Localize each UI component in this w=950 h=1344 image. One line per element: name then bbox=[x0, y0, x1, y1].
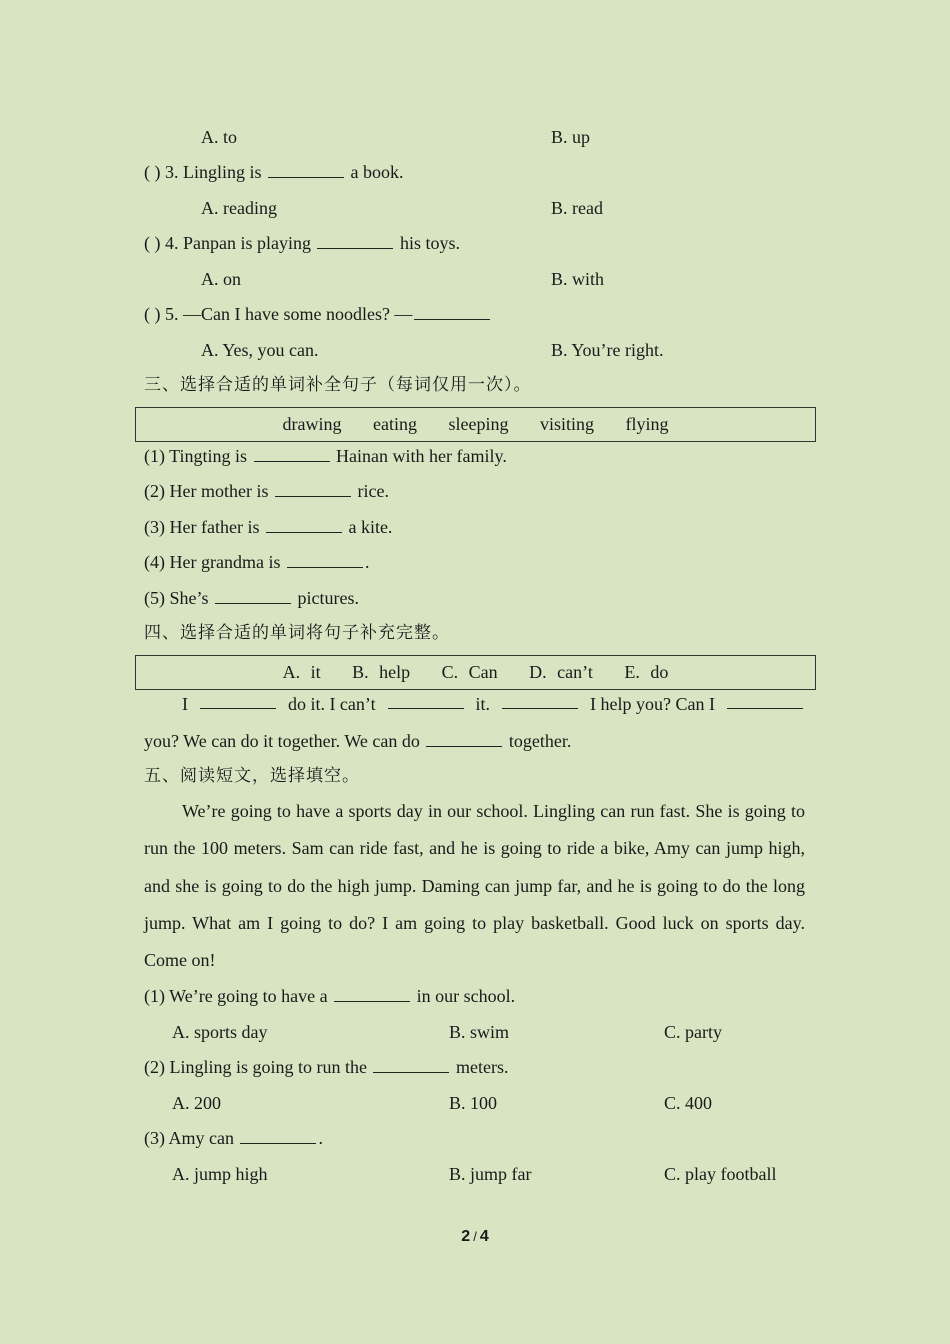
s3-item-4 bbox=[144, 550, 369, 574]
s3-item-3-blank bbox=[266, 516, 342, 533]
q2-option-b: B. up bbox=[551, 127, 591, 147]
section-3-word-box: drawing eating sleeping visiting flying bbox=[135, 407, 816, 442]
s5-q2-suffix: meters. bbox=[455, 1057, 509, 1077]
s4-text-5: you? We can do it together. We can do bbox=[144, 731, 420, 751]
s4-text-2: do it. I can’t bbox=[287, 694, 376, 714]
q3-option-b: B. read bbox=[551, 198, 603, 218]
s5-q2-option-c: C. 400 bbox=[664, 1093, 713, 1113]
s5-question-2 bbox=[144, 1055, 508, 1079]
section-3-title: 三、选择合适的单词补全句子（每词仅用一次）。 bbox=[144, 375, 532, 395]
s3-item-2-prefix: (2) Her mother is bbox=[144, 481, 269, 501]
s3-item-3-prefix: (3) Her father is bbox=[144, 517, 260, 537]
q3-option-a: A. reading bbox=[201, 198, 277, 218]
s3-item-4-prefix: (4) Her grandma is bbox=[144, 552, 281, 572]
s3-item-1-suffix: Hainan with her family. bbox=[336, 446, 507, 466]
s4-blank-4 bbox=[727, 692, 803, 709]
s4-line-2 bbox=[144, 729, 571, 753]
q4-suffix: his toys. bbox=[399, 233, 460, 253]
s5-question-1 bbox=[144, 984, 515, 1008]
s5-q1-option-a: A. sports day bbox=[172, 1022, 268, 1042]
question-3 bbox=[144, 160, 404, 184]
q2-option-a: A. to bbox=[201, 127, 237, 147]
s5-q3-option-b: B. jump far bbox=[449, 1164, 532, 1184]
s3-item-3 bbox=[144, 515, 392, 539]
s3-item-2-suffix: rice. bbox=[357, 481, 389, 501]
s3-item-5-suffix: pictures. bbox=[297, 588, 359, 608]
s5-q1-blank bbox=[334, 985, 410, 1002]
s5-q2-blank bbox=[373, 1056, 449, 1073]
s4-text-3: it. bbox=[475, 694, 491, 714]
section-5-title: 五、阅读短文，选择填空。 bbox=[144, 766, 360, 786]
s3-item-3-suffix: a kite. bbox=[348, 517, 393, 537]
q3-prefix: ( ) 3. Lingling is bbox=[144, 162, 262, 182]
page-separator: / bbox=[473, 1229, 477, 1244]
s5-q2-option-b: B. 100 bbox=[449, 1093, 498, 1113]
question-5 bbox=[144, 302, 492, 326]
q4-option-b: B. with bbox=[551, 269, 605, 289]
s5-q3-prefix: (3) Amy can bbox=[144, 1128, 234, 1148]
q5-prefix: ( ) 5. —Can I have some noodles? — bbox=[144, 304, 413, 324]
s3-item-2-blank bbox=[275, 480, 351, 497]
s3-item-5 bbox=[144, 586, 359, 610]
s4-text-4: I help you? Can I bbox=[589, 694, 715, 714]
s4-text-1: I bbox=[182, 694, 188, 714]
s4-blank-3 bbox=[502, 692, 578, 709]
q4-option-a: A. on bbox=[201, 269, 241, 289]
question-4 bbox=[144, 231, 460, 255]
s5-question-3 bbox=[144, 1126, 323, 1150]
q5-blank bbox=[414, 303, 490, 320]
s3-item-4-suffix: . bbox=[364, 552, 370, 572]
s4-blank-2 bbox=[388, 692, 464, 709]
section-4-word-box: A. it B. help C. Can D. can’t E. do bbox=[135, 655, 816, 690]
s3-item-1 bbox=[144, 444, 507, 468]
s5-q1-prefix: (1) We’re going to have a bbox=[144, 986, 328, 1006]
s5-q1-option-c: C. party bbox=[664, 1022, 722, 1042]
section-4-title: 四、选择合适的单词将句子补充完整。 bbox=[144, 623, 450, 643]
s5-q3-option-c: C. play football bbox=[664, 1164, 777, 1184]
s5-q2-option-a: A. 200 bbox=[172, 1093, 221, 1113]
s5-q2-prefix: (2) Lingling is going to run the bbox=[144, 1057, 367, 1077]
s5-q3-blank bbox=[240, 1127, 316, 1144]
s3-item-5-blank bbox=[215, 587, 291, 604]
s3-item-5-prefix: (5) She’s bbox=[144, 588, 209, 608]
s5-q1-suffix: in our school. bbox=[416, 986, 516, 1006]
s5-q3-suffix: . bbox=[318, 1128, 323, 1148]
s5-q1-option-b: B. swim bbox=[449, 1022, 510, 1042]
s3-item-4-blank bbox=[287, 551, 363, 568]
s4-line-1 bbox=[182, 692, 805, 716]
page-number bbox=[0, 1228, 950, 1246]
q3-suffix: a book. bbox=[350, 162, 404, 182]
q5-option-b: B. You’re right. bbox=[551, 340, 664, 360]
s5-q3-option-a: A. jump high bbox=[172, 1164, 268, 1184]
page-total: 4 bbox=[479, 1228, 489, 1245]
s4-text-6: together. bbox=[508, 731, 572, 751]
q4-blank bbox=[317, 232, 393, 249]
q3-blank bbox=[268, 161, 344, 178]
s3-item-1-blank bbox=[254, 445, 330, 462]
s3-item-1-prefix: (1) Tingting is bbox=[144, 446, 248, 466]
q5-option-a: A. Yes, you can. bbox=[201, 340, 319, 360]
q4-prefix: ( ) 4. Panpan is playing bbox=[144, 233, 311, 253]
page-current: 2 bbox=[461, 1228, 471, 1245]
reading-passage: We’re going to have a sports day in our school. Lingling can run fast. She is going to run the 100 meters. Sam can ride fast, and he is going to ride a bike, Amy can jump high, and she is going to do the high jump. Daming can jump far, and he is going to do the long jump. What am I going to do? I am going to play basketball. Good luck on sports day. Come on! bbox=[144, 801, 805, 971]
s4-blank-1 bbox=[200, 692, 276, 709]
s3-item-2 bbox=[144, 479, 389, 503]
s4-blank-5 bbox=[426, 730, 502, 747]
